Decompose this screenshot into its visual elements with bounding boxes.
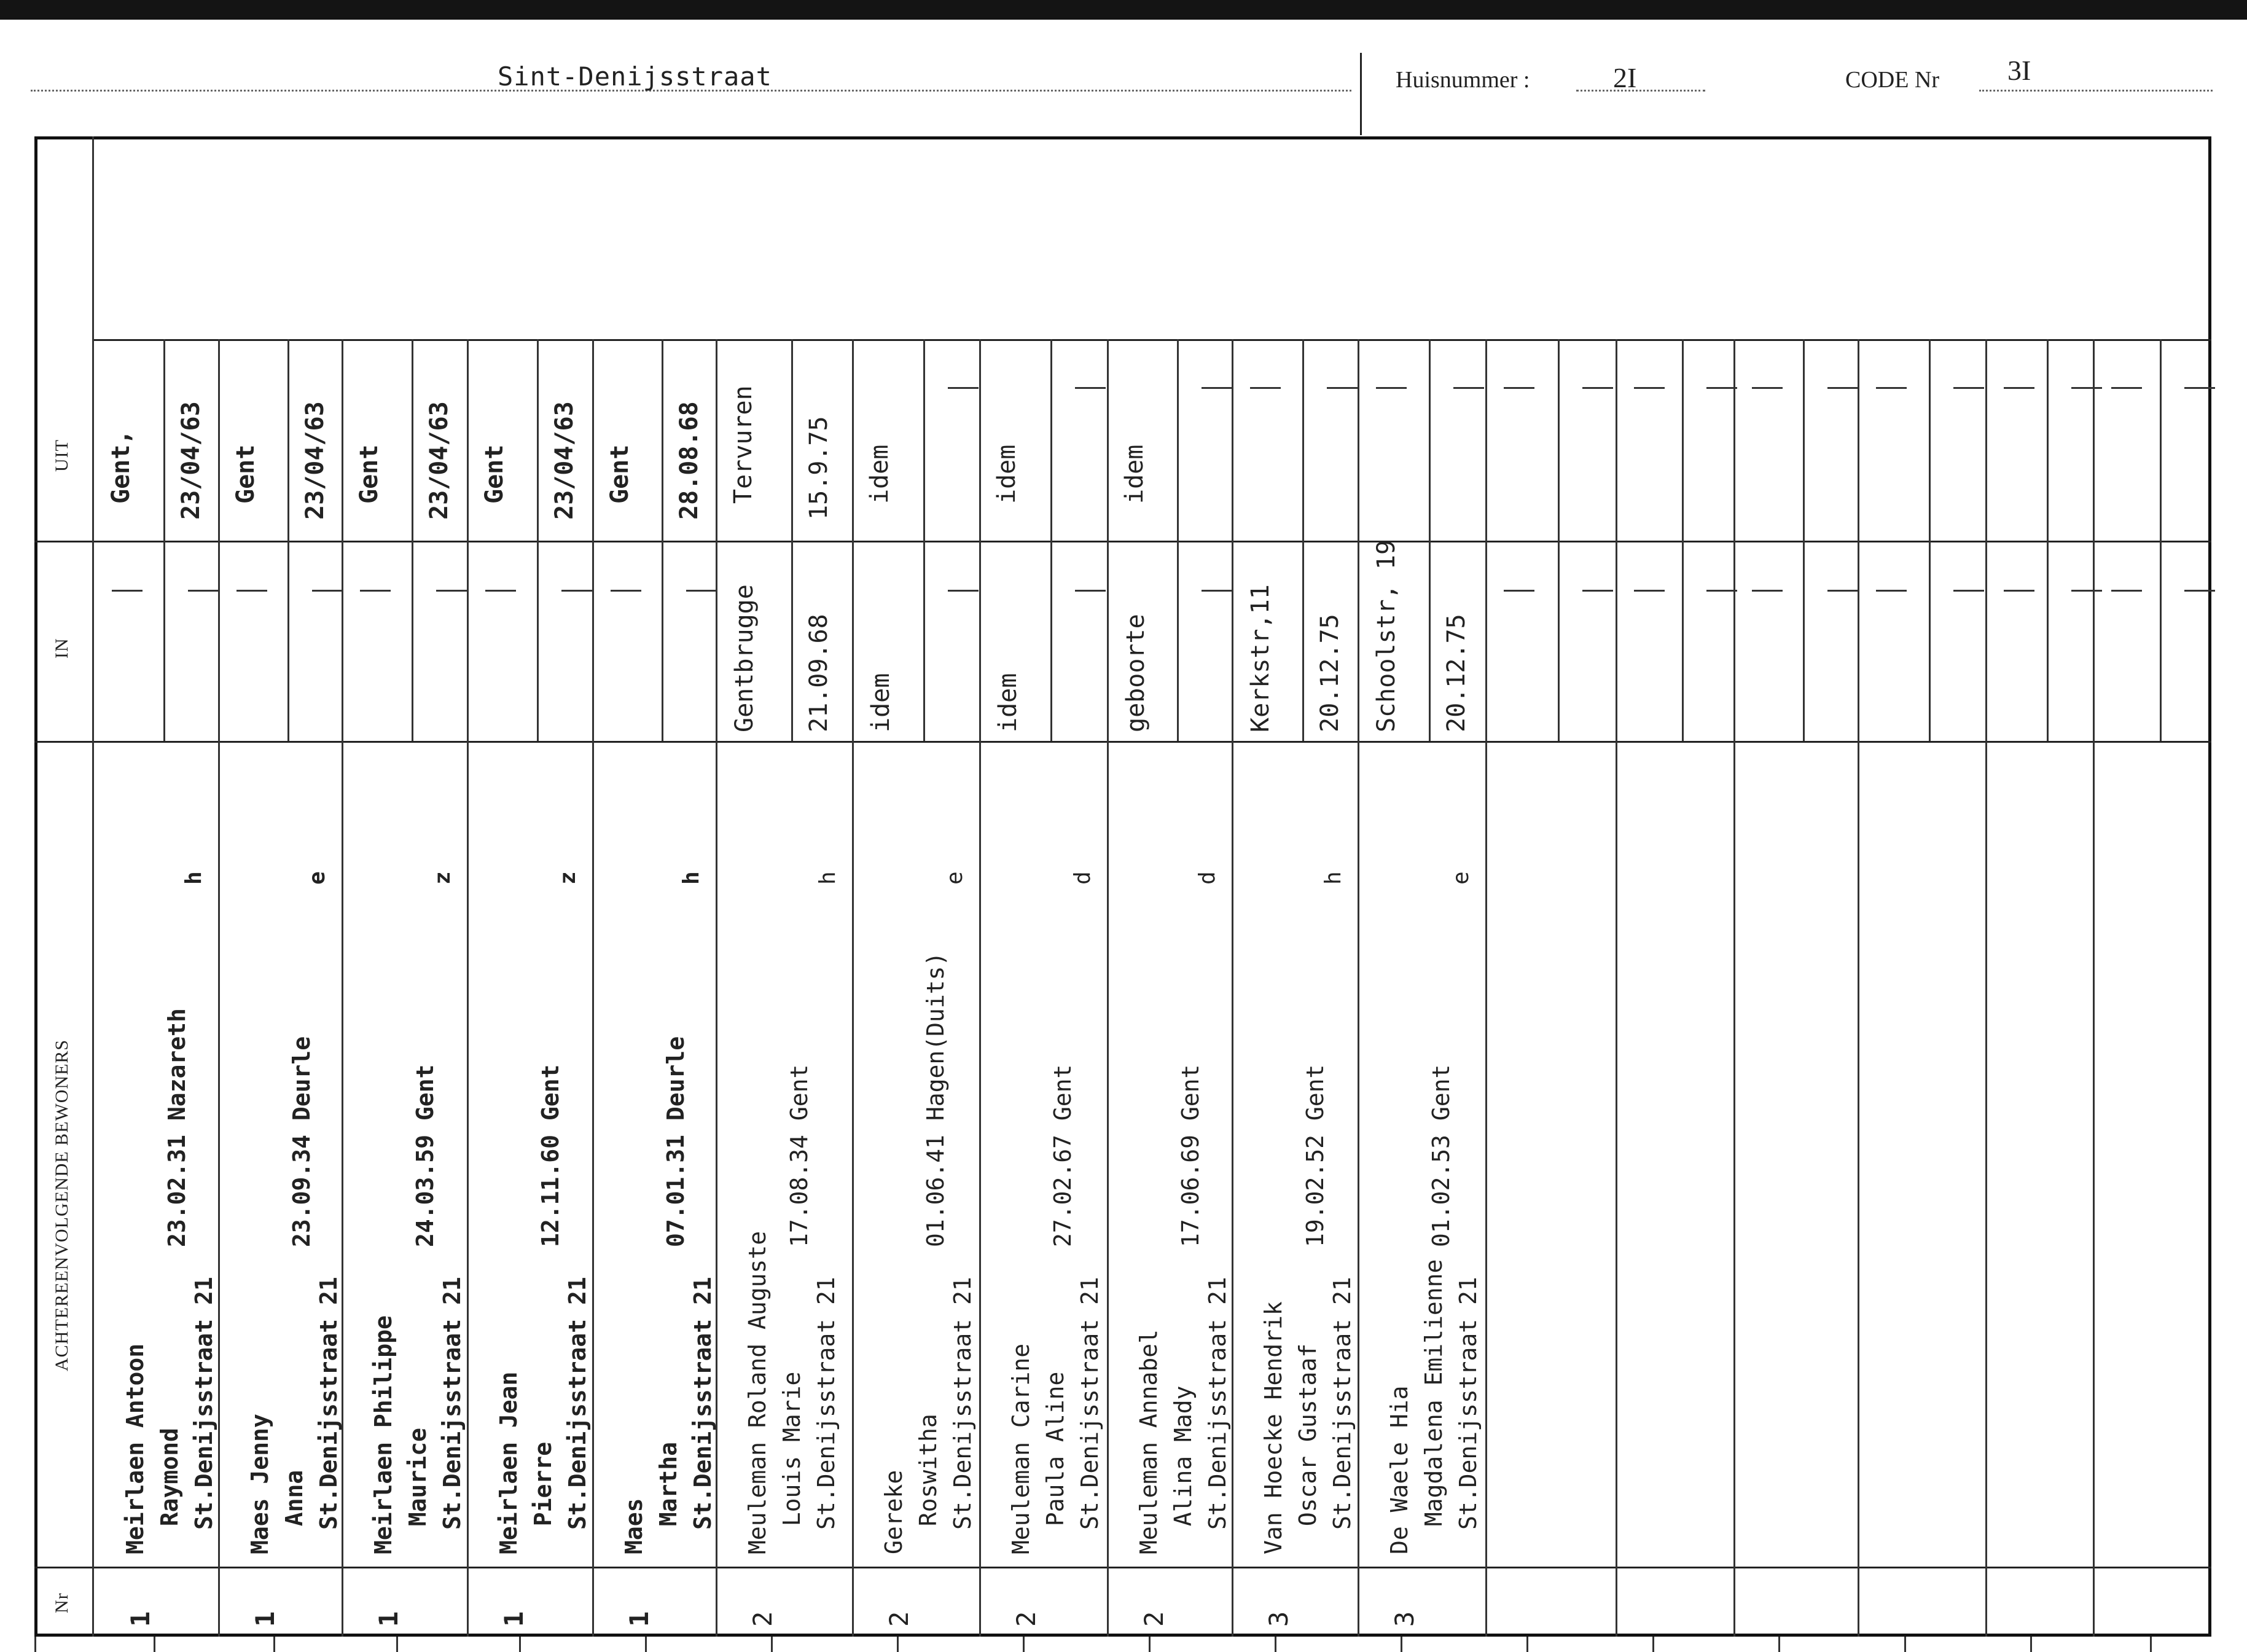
in-empty-dash [1876,590,1907,592]
resident-given-names: Oscar Gustaaf [1294,1343,1321,1554]
resident-address: St.Denijsstraat 21 [1076,1277,1103,1530]
scan-top-border [0,0,2247,20]
resident-surname: Van Hoecke Hendrik [1260,1301,1287,1554]
uit-empty-dash [2004,387,2034,389]
resident-record [1131,1277,1235,1554]
in-empty-dash [2111,590,2142,592]
margin-tick [2150,1637,2152,1652]
resident-surname: Meuleman Carine [1007,1343,1034,1554]
in-empty-dash [112,590,143,592]
in-empty-dash [1953,590,1984,592]
resident-surname: De Waele Hia [1386,1385,1413,1554]
column-divider [1485,339,1487,1637]
street-name: Sint-Denijsstraat [498,61,772,92]
resident-surname: Meirlaen Antoon [122,1343,149,1554]
resident-given-names: Roswitha [915,1414,942,1554]
resident-given-names: Alina Mady [1170,1385,1197,1554]
margin-tick [1652,1637,1654,1652]
resident-record [740,1231,843,1554]
nr-section-label: Nr [52,1592,72,1613]
in-place: idem [867,673,895,732]
resident-mark: e [1448,871,1474,885]
in-empty-dash [686,590,717,592]
sub-column-divider [2047,339,2049,741]
margin-tick [273,1637,275,1652]
resident-address: St.Denijsstraat 21 [949,1277,976,1530]
in-place: geboorte [1122,614,1150,732]
resident-surname: Meirlaen Philippe [370,1315,397,1554]
resident-mark: e [942,871,967,885]
sub-column-divider [1177,339,1179,741]
residents-section-label: ACHTEREENVOLGENDE BEWONERS [52,1039,72,1371]
in-empty-dash [436,590,467,592]
resident-address: St.Denijsstraat 21 [439,1277,466,1530]
resident-nr: 1 [373,1611,404,1627]
uit-section-label: UIT [52,439,72,472]
margin-tick [2030,1637,2032,1652]
resident-mark: d [1195,871,1220,885]
sub-column-divider [1429,339,1431,741]
resident-given-names: Maurice [404,1428,431,1554]
uit-empty-dash [1634,387,1665,389]
uit-date: 23/04/63 [425,401,453,520]
uit-empty-dash [1075,387,1106,389]
in-empty-dash [1706,590,1737,592]
label-column-divider [92,136,94,1637]
resident-surname: Maes Jenny [246,1414,273,1554]
uit-empty-dash [1453,387,1484,389]
resident-birth: 07.01.31 Deurle [662,1036,689,1247]
in-empty-dash [1752,590,1783,592]
margin-tick [396,1637,398,1652]
sub-column-divider [791,339,793,741]
resident-birth: 17.08.34 Gent [786,1064,813,1247]
resident-address: St.Denijsstraat 21 [564,1277,591,1530]
resident-birth: 12.11.60 Gent [537,1064,564,1247]
margin-tick [34,1637,36,1652]
sub-column-divider [1929,339,1931,741]
margin-tick [897,1637,899,1652]
uit-empty-dash [1202,387,1232,389]
uit-empty-dash [1706,387,1737,389]
resident-address: St.Denijsstraat 21 [1455,1277,1482,1530]
resident-birth: 01.02.53 Gent [1428,1064,1455,1247]
sub-column-divider [1050,339,1052,741]
in-empty-dash [485,590,516,592]
in-date: 20.12.75 [1316,614,1344,732]
uit-place: Tervuren [729,385,757,504]
resident-nr: 2 [1139,1611,1169,1627]
resident-birth: 23.09.34 Deurle [288,1036,315,1247]
uit-empty-dash [1827,387,1858,389]
resident-mark: h [815,871,840,885]
uit-date: 15.9.75 [805,416,833,520]
margin-tick [1275,1637,1276,1652]
resident-record [243,1277,346,1554]
sub-column-divider [412,339,413,741]
in-empty-dash [2004,590,2034,592]
in-empty-dash [1202,590,1232,592]
resident-nr: 2 [1011,1611,1041,1627]
resident-record [877,1277,980,1554]
resident-surname: Meuleman Roland Auguste [744,1231,771,1554]
house-number-label: Huisnummer : [1396,67,1530,93]
sub-column-divider [1682,339,1684,741]
resident-mark: e [305,871,330,885]
code-label: CODE Nr [1845,67,1940,93]
in-empty-dash [2184,590,2215,592]
resident-given-names: Magdalena Emilienne [1420,1259,1447,1554]
sub-column-divider [1803,339,1805,741]
uit-empty-dash [1582,387,1613,389]
in-date: 20.12.75 [1442,614,1471,732]
in-empty-dash [1582,590,1613,592]
margin-tick [154,1637,155,1652]
register-sheet [34,136,2211,1637]
resident-address: St.Denijsstraat 21 [315,1277,342,1530]
in-empty-dash [312,590,343,592]
in-empty-dash [1634,590,1665,592]
header-separator [1360,53,1362,135]
in-place: idem [994,673,1022,732]
uit-empty-dash [1250,387,1281,389]
resident-surname: Gereke [880,1470,907,1554]
margin-tick [1401,1637,1402,1652]
column-divider [2093,339,2095,1637]
row-divider [34,541,2211,542]
sub-column-divider [163,339,165,741]
resident-nr: 2 [884,1611,914,1627]
uit-empty-dash [2184,387,2215,389]
resident-nr: 3 [1389,1611,1420,1627]
column-divider [852,339,854,1637]
resident-given-names: Pierre [530,1441,557,1554]
resident-surname: Maes [620,1498,647,1554]
resident-nr: 3 [1264,1611,1294,1627]
resident-mark: z [555,871,580,885]
in-empty-dash [1075,590,1106,592]
in-empty-dash [236,590,267,592]
in-empty-dash [1827,590,1858,592]
uit-empty-dash [1752,387,1783,389]
in-empty-dash [360,590,391,592]
row-divider [34,1567,2211,1568]
uit-date: 23/04/63 [301,401,329,520]
resident-nr: 2 [748,1611,778,1627]
resident-record [617,1277,720,1554]
resident-birth: 01.06.41 Hagen(Duits) [922,952,949,1247]
resident-address: St.Denijsstraat 21 [1204,1277,1231,1530]
resident-address: St.Denijsstraat 21 [190,1277,217,1530]
uit-empty-dash [2111,387,2142,389]
resident-given-names: Paula Aline [1042,1371,1069,1554]
uit-place: Gent [232,444,260,504]
margin-tick [645,1637,647,1652]
in-place: Schoolstr, 19 [1372,539,1401,732]
resident-given-names: Martha [655,1441,682,1554]
code-value: 3I [2007,55,2031,86]
margin-tick [1149,1637,1151,1652]
uit-empty-dash [948,387,979,389]
resident-birth: 24.03.59 Gent [412,1064,439,1247]
in-empty-dash [2071,590,2102,592]
uit-place: idem [993,444,1021,504]
resident-mark: d [1070,871,1095,885]
uit-empty-dash [1376,387,1407,389]
uit-place: Gent [480,444,509,504]
resident-nr: 1 [499,1611,529,1627]
margin-tick [519,1637,521,1652]
resident-mark: h [679,871,704,885]
resident-nr: 1 [125,1611,155,1627]
column-divider [1107,339,1109,1637]
uit-place: Gent [606,444,634,504]
uit-date: 23/04/63 [550,401,579,520]
margin-tick [1904,1637,1906,1652]
resident-record [491,1277,595,1554]
resident-record [118,1277,221,1554]
resident-surname: Meirlaen Jean [495,1371,522,1554]
margin-tick [1526,1637,1528,1652]
house-number-value: 2I [1613,62,1637,93]
resident-mark: h [181,871,206,885]
in-date: 21.09.68 [805,614,833,732]
resident-record [1004,1277,1107,1554]
in-empty-dash [948,590,979,592]
uit-empty-dash [1504,387,1534,389]
in-section-label: IN [52,638,72,659]
in-empty-dash [611,590,641,592]
resident-mark: z [430,871,455,885]
resident-nr: 1 [624,1611,654,1627]
resident-given-names: Louis Marie [778,1371,805,1554]
resident-nr: 1 [250,1611,280,1627]
sub-column-divider [2160,339,2162,741]
resident-record [1382,1259,1485,1554]
uit-place: Gent [355,444,383,504]
sub-column-divider [1302,339,1304,741]
resident-given-names: Anna [281,1470,308,1554]
in-empty-dash [561,590,592,592]
sub-column-divider [537,339,539,741]
resident-address: St.Denijsstraat 21 [1329,1277,1356,1530]
sub-column-divider [287,339,289,741]
column-divider [1985,339,1987,1637]
margin-tick [1023,1637,1025,1652]
in-place: Gentbrugge [730,584,759,732]
column-divider [1733,339,1735,1637]
code-dotted-line [1979,90,2213,92]
row-divider [34,741,2211,743]
uit-empty-dash [2071,387,2102,389]
margin-tick [1778,1637,1780,1652]
column-divider [1858,339,1859,1637]
resident-address: St.Denijsstraat 21 [689,1277,716,1530]
uit-empty-dash [1953,387,1984,389]
uit-place: idem [1120,444,1149,504]
resident-mark: h [1321,871,1346,885]
resident-given-names: Raymond [156,1428,183,1554]
sub-column-divider [923,339,925,741]
house-number-dotted-line [1576,90,1705,92]
in-empty-dash [1504,590,1534,592]
resident-birth: 27.02.67 Gent [1049,1064,1076,1247]
in-place: Kerkstr,11 [1246,584,1275,732]
resident-birth: 17.06.69 Gent [1177,1064,1204,1247]
uit-date: 23/04/63 [177,401,205,520]
uit-date: 28.08.68 [675,401,703,520]
uit-empty-dash [1876,387,1907,389]
uit-empty-dash [1327,387,1358,389]
sub-column-divider [662,339,663,741]
uit-place: Gent, [107,429,135,504]
in-empty-dash [188,590,219,592]
sub-column-divider [1558,339,1560,741]
column-divider [1616,339,1617,1637]
resident-record [366,1277,469,1554]
resident-birth: 23.02.31 Nazareth [163,1008,190,1247]
resident-record [1256,1277,1359,1554]
margin-tick [771,1637,773,1652]
resident-birth: 19.02.52 Gent [1302,1064,1329,1247]
uit-place: idem [866,444,894,504]
resident-address: St.Denijsstraat 21 [813,1277,840,1530]
resident-surname: Meuleman Annabel [1135,1329,1162,1554]
